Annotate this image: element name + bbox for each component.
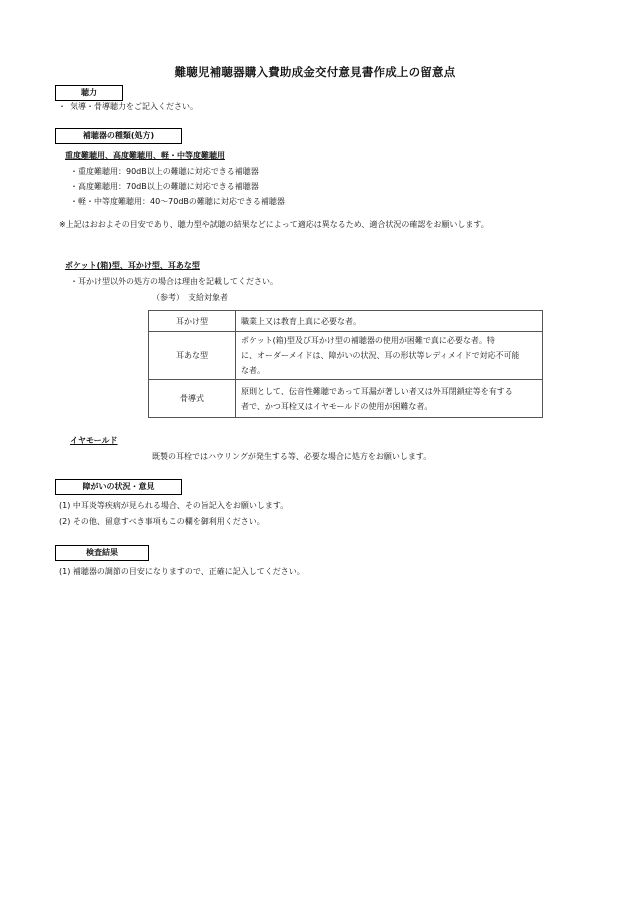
- bullet: ・: [58, 102, 66, 111]
- aid-types-note: ※上記はおおよその目安であり、聴力型や試聴の結果などによって適応は異なるため、適合状況の確認をお願いします。: [59, 220, 489, 229]
- aid-type-item-2: ・高度難聴用：70dB以上の難聴に対応できる補聴器: [70, 182, 259, 191]
- table-desc-cell: [236, 380, 543, 418]
- table-row: [149, 380, 543, 418]
- section-label-exam: 検査結果: [55, 545, 149, 561]
- hearing-text: 気導・骨導聴力をご記入ください。: [70, 102, 198, 111]
- disability-item-1: (1) 中耳炎等疾病が見られる場合、その旨記入をお願いします。: [59, 501, 289, 510]
- table-desc-cell: [236, 332, 543, 380]
- reference-table: [148, 310, 543, 418]
- reference-caption: （参考） 支給対象者: [152, 293, 228, 302]
- earmold-subheading: イヤモールド: [70, 436, 118, 445]
- table-desc-line: 者で、かつ耳栓又はイヤモールドの使用が困難な者。: [241, 401, 433, 411]
- table-desc-cell: [236, 311, 543, 332]
- disability-item-2: (2) その他、留意すべき事項もこの欄を御利用ください。: [59, 517, 265, 526]
- aid-type-item-1: ・重度難聴用：90dB以上の難聴に対応できる補聴器: [70, 167, 259, 176]
- table-desc-line: に、オーダーメイドは、障がいの状況、耳の形状等レディメイドで対応不可能: [241, 351, 520, 360]
- table-desc-line: ポケット(箱)型及び耳かけ型の補聴器の使用が困難で真に必要な者。特: [241, 336, 495, 345]
- table-type-cell: 耳かけ型: [149, 311, 236, 332]
- table-type-cell: 骨導式: [149, 380, 236, 418]
- table-row: [149, 311, 543, 332]
- table-row: [149, 332, 543, 380]
- table-desc-line: 原則として、伝音性難聴であって耳漏が著しい者又は外耳閉鎖症等を有する: [241, 386, 513, 396]
- styles-text: ・耳かけ型以外の処方の場合は理由を記載してください。: [70, 277, 278, 286]
- section-label-hearing: 聴力: [55, 85, 123, 101]
- aid-types-subheading: 重度難聴用、高度難聴用、軽・中等度難聴用: [65, 151, 225, 160]
- section-label-aid-types: 補聴器の種類(処方): [55, 128, 182, 144]
- page-title: 難聴児補聴器購入費助成金交付意見書作成上の留意点: [174, 65, 456, 79]
- section-label-disability: 障がいの状況・意見: [55, 479, 182, 495]
- styles-subheading: ポケット(箱)型、耳かけ型、耳あな型: [65, 261, 200, 270]
- table-desc-line: な者。: [241, 366, 265, 375]
- earmold-text: 既製の耳栓ではハウリングが発生する等、必要な場合に処方をお願いします。: [152, 452, 432, 461]
- exam-item-1: (1) 補聴器の調節の目安になりますので、正確に記入してください。: [59, 567, 305, 576]
- aid-type-item-3: ・軽・中等度難聴用：40～70dBの難聴に対応できる補聴器: [70, 197, 285, 206]
- table-type-cell: 耳あな型: [149, 332, 236, 380]
- table-desc-line: 職業上又は教育上真に必要な者。: [241, 316, 361, 326]
